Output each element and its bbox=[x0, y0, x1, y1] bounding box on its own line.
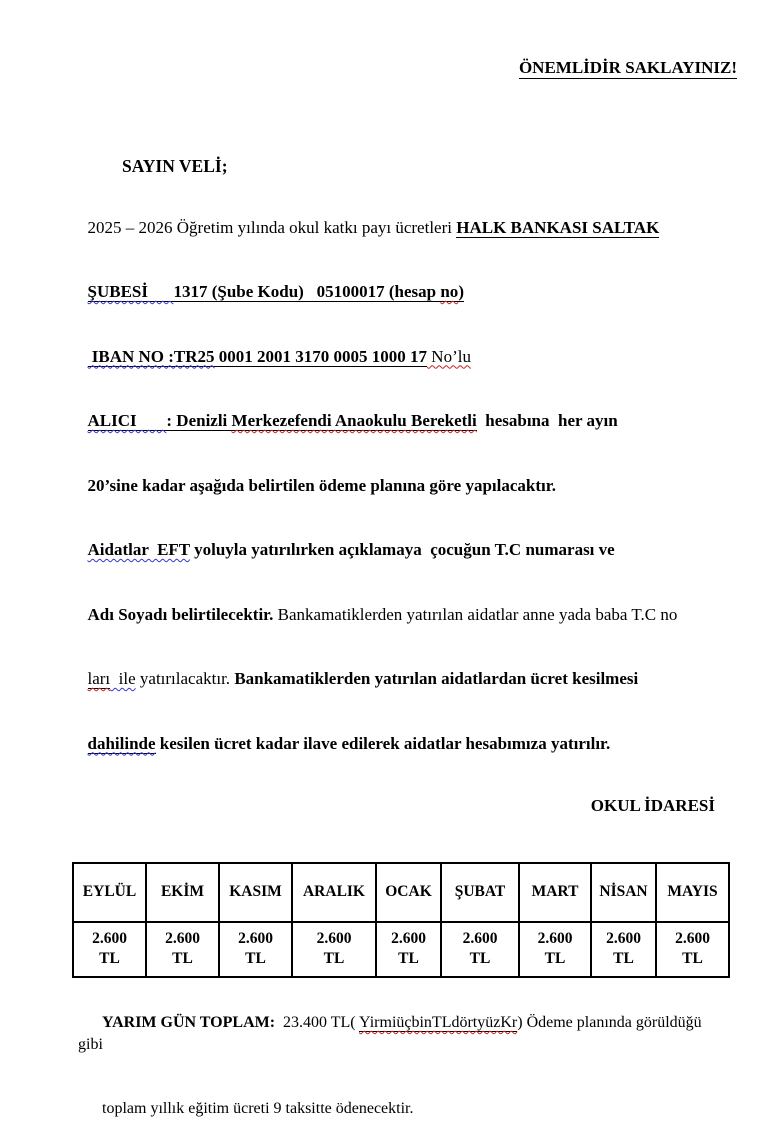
total-summary bbox=[78, 991, 727, 1141]
payment-deadline-text: 20’sine kadar aşağıda belirtilen ödeme planına göre yapılacaktır. bbox=[88, 476, 556, 495]
atm-instruction-text: Bankamatiklerden yatırılan aidatlar anne yada baba T.C no bbox=[273, 605, 677, 624]
iban-number: 0001 2001 3170 0005 1000 17 bbox=[215, 347, 428, 367]
month-header: EYLÜL bbox=[73, 863, 146, 922]
installment-note: toplam yıllık eğitim ücreti 9 taksitte ödenecektir. bbox=[102, 1100, 413, 1117]
amount-value: 2.600 bbox=[520, 929, 590, 949]
amount-currency: TL bbox=[442, 949, 518, 969]
body-line-3 bbox=[62, 324, 731, 389]
amount-value: 2.600 bbox=[592, 929, 655, 949]
salutation: SAYIN VELİ; bbox=[122, 156, 767, 177]
month-header: NİSAN bbox=[591, 863, 656, 922]
month-header: KASIM bbox=[219, 863, 292, 922]
branch-and-account-codes: 1317 (Şube Kodu) 05100017 (hesap bbox=[173, 282, 440, 302]
body-line-1 bbox=[62, 195, 731, 260]
amount-currency: TL bbox=[657, 949, 728, 969]
body-line-7 bbox=[62, 582, 731, 647]
amount-currency: TL bbox=[520, 949, 590, 969]
school-administration-signature: OKUL İDARESİ bbox=[0, 796, 715, 816]
amount-cell bbox=[591, 922, 656, 977]
amount-value: 2.600 bbox=[220, 929, 291, 949]
word-lari: ları bbox=[88, 669, 111, 689]
recipient-name: Merkezefendi Anaokulu Bereketli bbox=[232, 411, 477, 431]
amount-cell bbox=[146, 922, 219, 977]
amount-value: 2.600 bbox=[377, 929, 440, 949]
keep-this-notice bbox=[0, 58, 737, 78]
amount-value: 2.600 bbox=[657, 929, 728, 949]
amount-cell bbox=[656, 922, 729, 977]
body-line-4 bbox=[62, 389, 731, 454]
bank-name: HALK BANKASI SALTAK bbox=[456, 218, 659, 238]
body-paragraphs bbox=[62, 195, 731, 776]
month-header: EKİM bbox=[146, 863, 219, 922]
eft-instruction-text: yoluyla yatırılırken açıklamaya çocuğun T.C numarası ve bbox=[190, 540, 615, 559]
amount-cell bbox=[73, 922, 146, 977]
month-header: ŞUBAT bbox=[441, 863, 519, 922]
amount-value: 2.600 bbox=[147, 929, 218, 949]
amount-currency: TL bbox=[377, 949, 440, 969]
body-line-8 bbox=[62, 647, 731, 712]
body-line-1-text: 2025 – 2026 Öğretim yılında okul katkı payı ücretleri bbox=[88, 218, 457, 237]
recipient-label: ALICI bbox=[88, 411, 167, 431]
month-header: MART bbox=[519, 863, 591, 922]
amount-currency: TL bbox=[592, 949, 655, 969]
document-page bbox=[0, 58, 767, 853]
iban-suffix: No’lu bbox=[427, 347, 471, 366]
dues-eft-words: Aidatlar EFT bbox=[88, 540, 190, 559]
body-line-9 bbox=[62, 711, 731, 776]
amount-row bbox=[73, 922, 729, 977]
fee-deduction-text: Bankamatiklerden yatırılan aidatlardan ücret kesilmesi bbox=[234, 669, 638, 688]
month-header: ARALIK bbox=[292, 863, 376, 922]
iban-label: IBAN NO :TR25 bbox=[88, 347, 215, 367]
fee-deduction-cont: kesilen ücret kadar ilave edilerek aidatlar hesabımıza yatırılır. bbox=[156, 734, 611, 753]
body-line-5 bbox=[62, 453, 731, 518]
total-note: ) Ödeme planında görüldüğü gibi bbox=[78, 1014, 706, 1053]
account-no-word: no bbox=[440, 282, 458, 302]
branch-name: ŞUBESİ bbox=[88, 282, 174, 302]
amount-cell bbox=[219, 922, 292, 977]
amount-value: 2.600 bbox=[442, 929, 518, 949]
amount-value: 2.600 bbox=[293, 929, 375, 949]
amount-value: 2.600 bbox=[74, 929, 145, 949]
total-amount-in-words: YirmiüçbinTLdörtyüzKr bbox=[359, 1014, 517, 1032]
amount-currency: TL bbox=[220, 949, 291, 969]
amount-cell bbox=[519, 922, 591, 977]
total-line-2 bbox=[78, 1077, 727, 1141]
amount-currency: TL bbox=[147, 949, 218, 969]
name-required-text: Adı Soyadı belirtilecektir. bbox=[88, 605, 274, 624]
month-header-row bbox=[73, 863, 729, 922]
amount-cell bbox=[441, 922, 519, 977]
amount-cell bbox=[292, 922, 376, 977]
keep-this-notice-text: ÖNEMLİDİR SAKLAYINIZ! bbox=[519, 58, 737, 79]
amount-currency: TL bbox=[74, 949, 145, 969]
word-dahilinde: dahilinde bbox=[88, 734, 156, 754]
amount-cell bbox=[376, 922, 441, 977]
amount-currency: TL bbox=[293, 949, 375, 969]
atm-instruction-cont: yatırılacaktır. bbox=[136, 669, 235, 688]
body-line-2 bbox=[62, 260, 731, 325]
recipient-prefix: : Denizli bbox=[166, 411, 231, 431]
total-amount: 23.400 TL( bbox=[275, 1014, 359, 1031]
month-header: OCAK bbox=[376, 863, 441, 922]
recipient-suffix: hesabına her ayın bbox=[477, 411, 618, 430]
body-line-6 bbox=[62, 518, 731, 583]
total-line-1 bbox=[78, 991, 727, 1077]
half-day-total-label: YARIM GÜN TOPLAM: bbox=[102, 1014, 275, 1031]
payment-plan-table bbox=[72, 862, 730, 978]
word-ile: ile bbox=[110, 669, 136, 688]
month-header: MAYIS bbox=[656, 863, 729, 922]
closing-paren: ) bbox=[458, 282, 464, 302]
